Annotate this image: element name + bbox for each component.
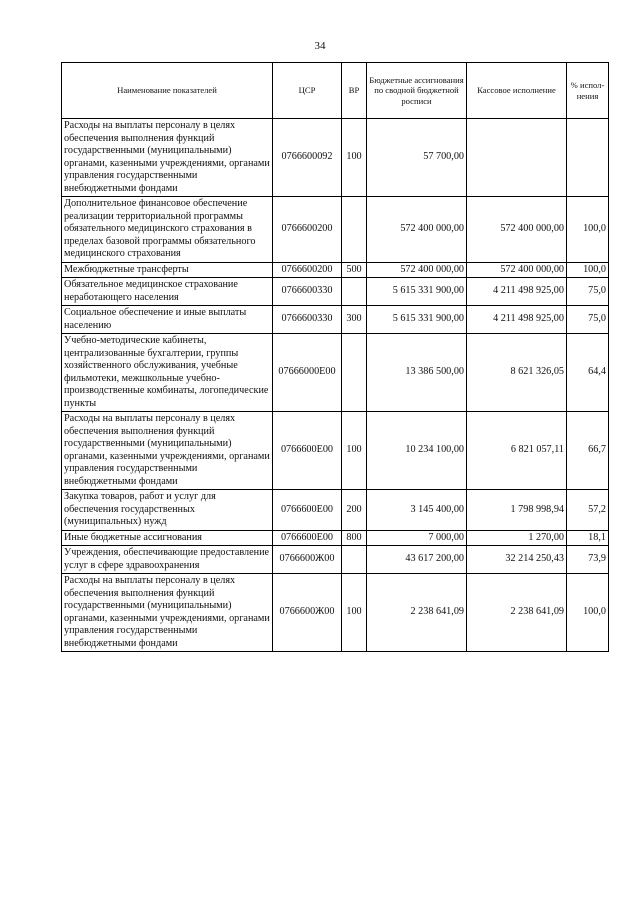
row-vr: 800 [342, 530, 367, 546]
page-number: 34 [314, 40, 326, 52]
row-budget: 13 386 500,00 [367, 334, 467, 412]
row-kass: 4 211 498 925,00 [467, 306, 567, 334]
row-budget: 57 700,00 [367, 119, 467, 197]
row-vr: 300 [342, 306, 367, 334]
row-kass: 572 400 000,00 [467, 197, 567, 263]
row-csr: 0766600330 [273, 306, 342, 334]
header-csr: ЦСР [273, 63, 342, 119]
row-budget: 5 615 331 900,00 [367, 278, 467, 306]
row-name: Социальное обеспечение и иные выплаты населению [62, 306, 273, 334]
row-budget: 3 145 400,00 [367, 490, 467, 531]
table-row [62, 278, 609, 306]
table-row [62, 334, 609, 412]
row-csr: 0766600200 [273, 197, 342, 263]
row-csr: 0766600330 [273, 278, 342, 306]
row-budget: 5 615 331 900,00 [367, 306, 467, 334]
row-pct: 100,0 [567, 197, 609, 263]
table-row [62, 546, 609, 574]
row-name: Учреждения, обеспечивающие предоставление услуг в сфере здравоохранения [62, 546, 273, 574]
budget-table [61, 62, 609, 652]
row-kass: 6 821 057,11 [467, 412, 567, 490]
table-row [62, 490, 609, 531]
row-vr [342, 334, 367, 412]
row-vr: 100 [342, 119, 367, 197]
table-row [62, 574, 609, 652]
row-pct [567, 119, 609, 197]
row-pct: 18,1 [567, 530, 609, 546]
table-row [62, 262, 609, 278]
row-csr: 0766600092 [273, 119, 342, 197]
row-name: Расходы на выплаты персоналу в целях обеспечения выполнения функций государственными (муниципальными) органами, казенными учреждениями, органами управления государственными внебюджетными фондами [62, 412, 273, 490]
table-row [62, 306, 609, 334]
row-vr: 500 [342, 262, 367, 278]
table-row [62, 412, 609, 490]
row-vr [342, 278, 367, 306]
header-vr: ВР [342, 63, 367, 119]
table-row [62, 197, 609, 263]
table-header-row [62, 63, 609, 119]
row-name: Иные бюджетные ассигнования [62, 530, 273, 546]
row-budget: 7 000,00 [367, 530, 467, 546]
row-pct: 75,0 [567, 306, 609, 334]
row-pct: 64,4 [567, 334, 609, 412]
row-name: Расходы на выплаты персоналу в целях обеспечения выполнения функций государственными (муниципальными) органами, казенными учреждениями, органами управления государственными внебюджетными фондами [62, 119, 273, 197]
row-budget: 2 238 641,09 [367, 574, 467, 652]
header-kass: Кассовое исполнение [467, 63, 567, 119]
row-pct: 75,0 [567, 278, 609, 306]
row-budget: 10 234 100,00 [367, 412, 467, 490]
row-name: Обязательное медицинское страхование неработающего населения [62, 278, 273, 306]
row-budget: 572 400 000,00 [367, 262, 467, 278]
row-vr [342, 546, 367, 574]
row-pct: 66,7 [567, 412, 609, 490]
row-csr: 0766600Ж00 [273, 546, 342, 574]
row-vr [342, 197, 367, 263]
header-pct: % испол-нения [567, 63, 609, 119]
row-kass: 8 621 326,05 [467, 334, 567, 412]
row-name: Учебно-методические кабинеты, централизованные бухгалтерии, группы хозяйственного обслуживания, учебные фильмотеки, межшкольные учебно-производственные комбинаты, логопедические пункты [62, 334, 273, 412]
row-kass: 1 270,00 [467, 530, 567, 546]
row-vr: 100 [342, 574, 367, 652]
row-kass: 4 211 498 925,00 [467, 278, 567, 306]
row-csr: 07666000Е00 [273, 334, 342, 412]
row-name: Межбюджетные трансферты [62, 262, 273, 278]
row-kass: 32 214 250,43 [467, 546, 567, 574]
row-kass: 572 400 000,00 [467, 262, 567, 278]
row-vr: 200 [342, 490, 367, 531]
header-budget: Бюджетные ассигнования по сводной бюджетной росписи [367, 63, 467, 119]
row-pct: 73,9 [567, 546, 609, 574]
row-budget: 572 400 000,00 [367, 197, 467, 263]
row-vr: 100 [342, 412, 367, 490]
row-csr: 0766600Е00 [273, 530, 342, 546]
row-budget: 43 617 200,00 [367, 546, 467, 574]
row-kass [467, 119, 567, 197]
row-kass: 2 238 641,09 [467, 574, 567, 652]
row-name: Расходы на выплаты персоналу в целях обеспечения выполнения функций государственными (муниципальными) органами, казенными учреждениями, органами управления государственными внебюджетными фондами [62, 574, 273, 652]
row-csr: 0766600Ж00 [273, 574, 342, 652]
row-csr: 0766600200 [273, 262, 342, 278]
row-kass: 1 798 998,94 [467, 490, 567, 531]
row-pct: 57,2 [567, 490, 609, 531]
row-name: Закупка товаров, работ и услуг для обеспечения государственных (муниципальных) нужд [62, 490, 273, 531]
header-name: Наименование показателей [62, 63, 273, 119]
row-name: Дополнительное финансовое обеспечение реализации территориальной программы обязательного медицинского страхования в пределах базовой программы обязательного медицинского страхования [62, 197, 273, 263]
table-row [62, 119, 609, 197]
table-row [62, 530, 609, 546]
row-pct: 100,0 [567, 262, 609, 278]
row-csr: 0766600Е00 [273, 490, 342, 531]
row-pct: 100,0 [567, 574, 609, 652]
row-csr: 0766600Е00 [273, 412, 342, 490]
